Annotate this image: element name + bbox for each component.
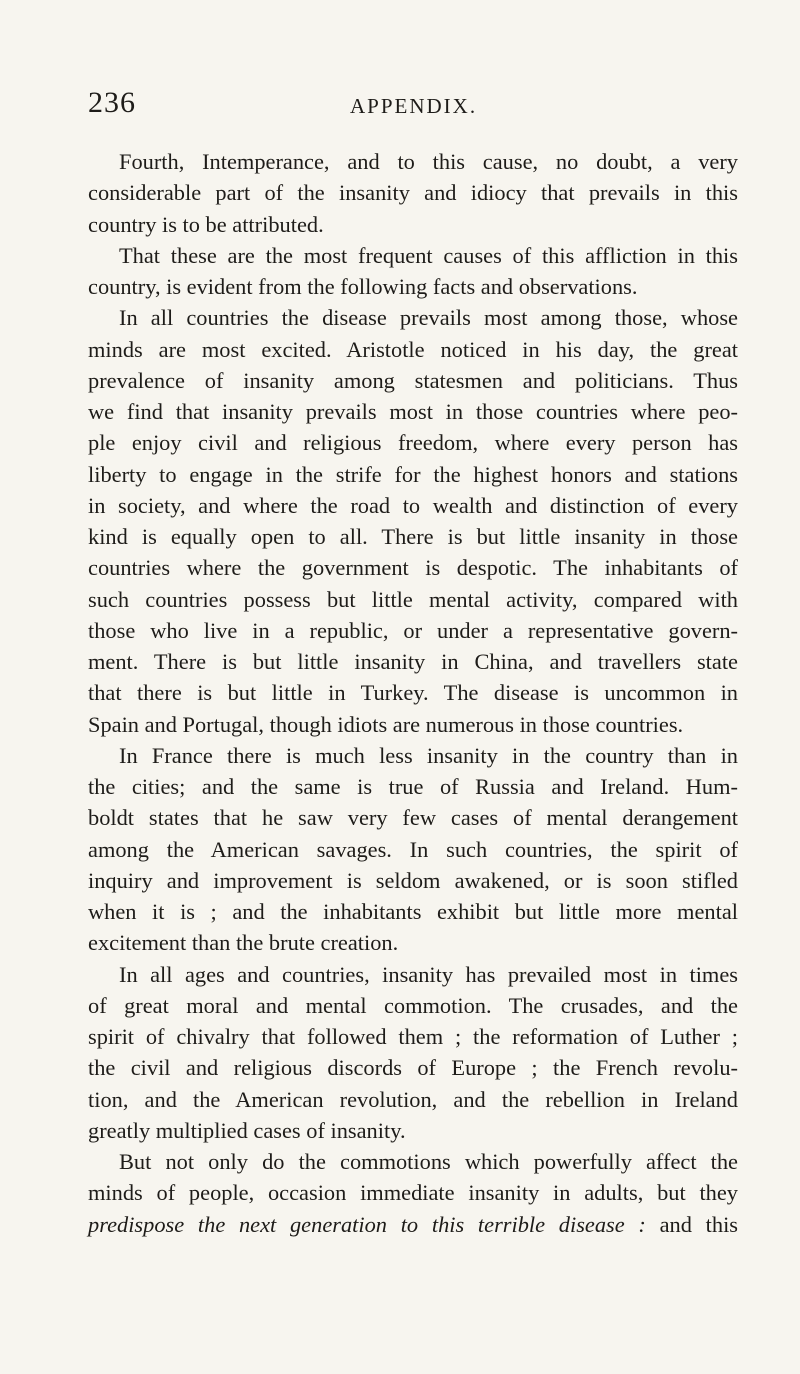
text-line: in society, and where the road to wealth and distinction of every bbox=[88, 492, 738, 518]
text-line-final bbox=[88, 1209, 738, 1240]
italic-phrase: predispose the next generation to this terrible disease : bbox=[88, 1211, 646, 1237]
text-line: In all countries the disease prevails most among those, whose bbox=[119, 305, 738, 331]
text-line: minds are most excited. Aristotle noticed in his day, the great bbox=[88, 336, 738, 362]
text-line: Fourth, Intemperance, and to this cause, no doubt, a very bbox=[119, 149, 738, 174]
text-line: minds of people, occasion immediate insanity in adults, but they bbox=[88, 1180, 738, 1206]
text-line: when it is ; and the inhabitants exhibit but little more mental bbox=[88, 899, 738, 924]
text-line: In all ages and countries, insanity has prevailed most in times bbox=[119, 961, 738, 987]
text-line: liberty to engage in the strife for the highest honors and stations bbox=[88, 461, 738, 487]
text-line: greatly multiplied cases of insanity. bbox=[88, 1117, 406, 1143]
text-line: that there is but little in Turkey. The disease is uncommon in bbox=[88, 680, 738, 706]
text-line: those who live in a republic, or under a representative govern- bbox=[88, 617, 738, 643]
text-line: countries where the government is despotic. The inhabitants of bbox=[88, 555, 738, 581]
text-line: excitement than the brute creation. bbox=[88, 930, 399, 956]
text-line: prevalence of insanity among statesmen and politicians. Thus bbox=[88, 367, 738, 393]
text-line: among the American savages. In such countries, the spirit of bbox=[88, 836, 738, 862]
text-line: ple enjoy civil and religious freedom, where every person has bbox=[88, 430, 738, 456]
text-line: the civil and religious discords of Europe ; the French revolu- bbox=[88, 1055, 738, 1081]
text-line: country, is evident from the following facts and observations. bbox=[88, 274, 638, 299]
running-head: APPENDIX. bbox=[350, 94, 478, 118]
text-line: But not only do the commotions which powerfully affect the bbox=[119, 1149, 738, 1174]
text-line: country is to be attributed. bbox=[88, 211, 324, 237]
text-line: considerable part of the insanity and idiocy that prevails in this bbox=[88, 180, 738, 206]
text-line: such countries possess but little mental activity, compared with bbox=[88, 586, 738, 612]
text-line: we find that insanity prevails most in those countries where peo- bbox=[88, 399, 738, 424]
text-line: That these are the most frequent causes of this affliction in this bbox=[119, 242, 738, 268]
text-line: ment. There is but little insanity in China, and travellers state bbox=[88, 649, 738, 674]
page-header bbox=[88, 86, 738, 130]
text-line: boldt states that he saw very few cases of mental derangement bbox=[88, 805, 738, 831]
text-line: inquiry and improvement is seldom awakened, or is soon stifled bbox=[88, 867, 738, 893]
page-number: 236 bbox=[88, 86, 136, 119]
text-line: kind is equally open to all. There is but little insanity in those bbox=[88, 524, 738, 549]
text-line: spirit of chivalry that followed them ; the reformation of Luther ; bbox=[88, 1024, 738, 1049]
text-line: In France there is much less insanity in the country than in bbox=[119, 742, 738, 768]
text-fragment: and this bbox=[645, 1211, 739, 1237]
body-text bbox=[88, 146, 738, 1240]
text-line: the cities; and the same is true of Russia and Ireland. Hum- bbox=[88, 774, 738, 799]
text-line: Spain and Portugal, though idiots are numerous in those countries. bbox=[88, 711, 684, 737]
text-line: of great moral and mental commotion. The crusades, and the bbox=[88, 992, 738, 1018]
text-line: tion, and the American revolution, and the rebellion in Ireland bbox=[88, 1086, 738, 1112]
